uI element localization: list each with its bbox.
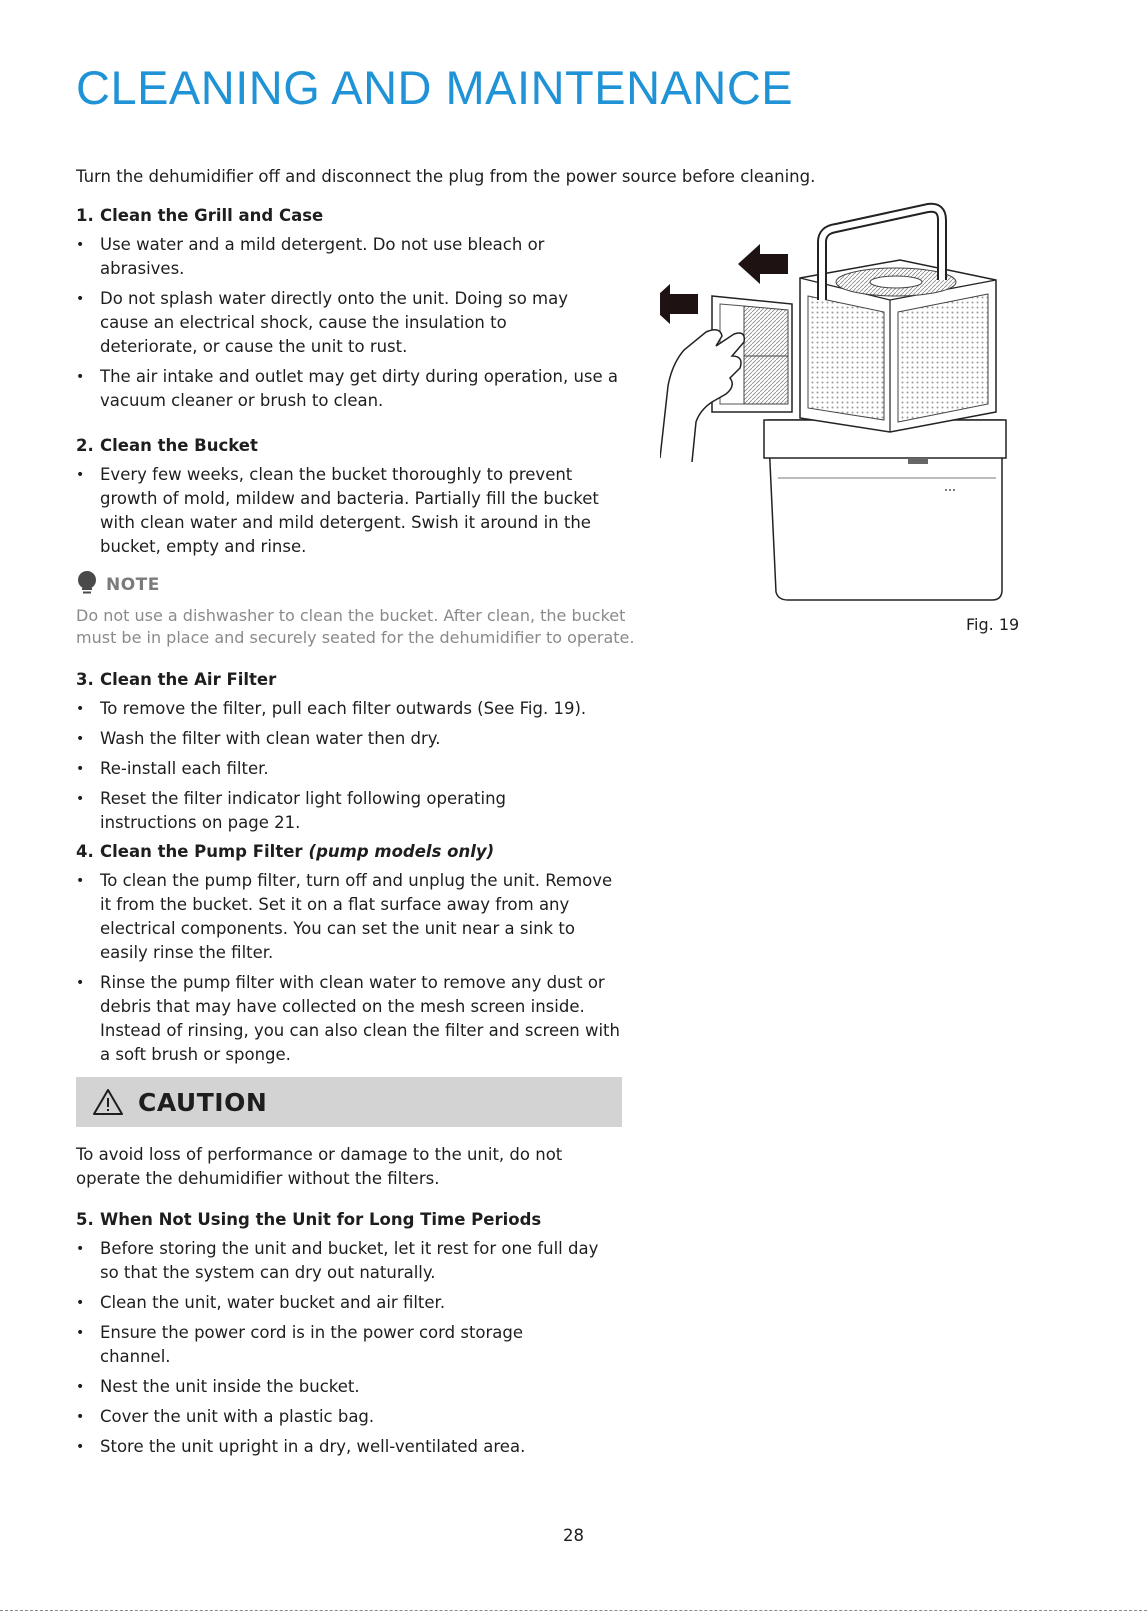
caution-block <box>76 1077 636 1191</box>
list-item: • The air intake and outlet may get dirty during operation, use a vacuum cleaner or brush to clean. <box>76 365 630 413</box>
list-item: • Wash the filter with clean water then dry. <box>76 727 636 751</box>
section-title: Clean the Pump Filter <box>100 842 303 861</box>
list-item: • Re-install each filter. <box>76 757 636 781</box>
section-clean-grill <box>76 205 636 413</box>
section-title: Clean the Grill and Case <box>100 206 324 225</box>
list-item: • Store the unit upright in a dry, well-ventilated area. <box>76 1435 636 1459</box>
section-number: 1. <box>76 206 94 225</box>
section-title-suffix: (pump models only) <box>308 842 495 861</box>
section-long-storage <box>76 1209 636 1459</box>
bullet-list <box>76 697 636 835</box>
section-title: Clean the Bucket <box>100 436 258 455</box>
list-item: • Nest the unit inside the bucket. <box>76 1375 636 1399</box>
list-item: • Before storing the unit and bucket, let it rest for one full day so that the system can dry out naturally. <box>76 1237 620 1285</box>
section-heading <box>76 841 636 863</box>
bullet-list <box>76 233 636 413</box>
section-heading <box>76 1209 636 1231</box>
bullet-list <box>76 869 636 1067</box>
caution-text: To avoid loss of performance or damage to the unit, do not operate the dehumidifier without the filters. <box>76 1145 563 1188</box>
section-heading <box>76 669 636 691</box>
page-title: CLEANING AND MAINTENANCE <box>76 61 794 114</box>
bullet-list <box>76 463 636 559</box>
list-item: • Every few weeks, clean the bucket thoroughly to prevent growth of mold, mildew and bacteria. Partially fill the bucket with clean water and mild detergent. Swish it around in the bucket, empty and rinse. <box>76 463 610 559</box>
warning-triangle-icon <box>92 1088 124 1116</box>
section-number: 3. <box>76 670 94 689</box>
section-clean-pump-filter <box>76 841 636 1067</box>
list-item: • Clean the unit, water bucket and air filter. <box>76 1291 636 1315</box>
page-number: 28 <box>563 1526 584 1545</box>
section-number: 4. <box>76 842 94 861</box>
list-item: • To remove the filter, pull each filter outwards (See Fig. 19). <box>76 697 636 721</box>
content-column <box>76 205 636 1465</box>
list-item: • To clean the pump filter, turn off and unplug the unit. Remove it from the bucket. Set it on a flat surface away from any electrical components. You can set the unit near a sink to easily rinse the filter. <box>76 869 620 965</box>
list-item: • Rinse the pump filter with clean water to remove any dust or debris that may have collected on the mesh screen inside. Instead of rinsing, you can also clean the filter and screen with a soft brush or sponge. <box>76 971 620 1067</box>
section-heading <box>76 435 636 457</box>
section-title: When Not Using the Unit for Long Time Periods <box>100 1210 542 1229</box>
bullet-list <box>76 1237 636 1459</box>
list-item: • Do not splash water directly onto the unit. Doing so may cause an electrical shock, cause the insulation to deteriorate, or cause the unit to rust. <box>76 287 600 359</box>
lightbulb-icon <box>76 571 98 599</box>
section-clean-bucket <box>76 435 636 559</box>
list-item: • Reset the filter indicator light following operating instructions on page 21. <box>76 787 570 835</box>
page-edge-divider <box>0 1610 1147 1611</box>
section-number: 2. <box>76 436 94 455</box>
dehumidifier-illustration <box>660 200 1040 640</box>
section-clean-air-filter <box>76 669 636 835</box>
caution-banner <box>76 1077 622 1127</box>
list-item: • Cover the unit with a plastic bag. <box>76 1405 636 1429</box>
intro-text: Turn the dehumidifier off and disconnect the plug from the power source before cleaning. <box>76 167 816 186</box>
section-number: 5. <box>76 1210 94 1229</box>
section-heading <box>76 205 636 227</box>
note-label: NOTE <box>106 575 160 595</box>
note-header <box>76 571 636 599</box>
list-item: • Ensure the power cord is in the power cord storage channel. <box>76 1321 590 1369</box>
section-title: Clean the Air Filter <box>100 670 277 689</box>
note-block <box>76 571 636 649</box>
figure-label: Fig. 19 <box>966 615 1020 634</box>
caution-label: CAUTION <box>138 1087 268 1117</box>
note-text: Do not use a dishwasher to clean the bucket. After clean, the bucket must be in place and securely seated for the dehumidifier to operate. <box>76 606 635 647</box>
list-item: • Use water and a mild detergent. Do not use bleach or abrasives. <box>76 233 600 281</box>
